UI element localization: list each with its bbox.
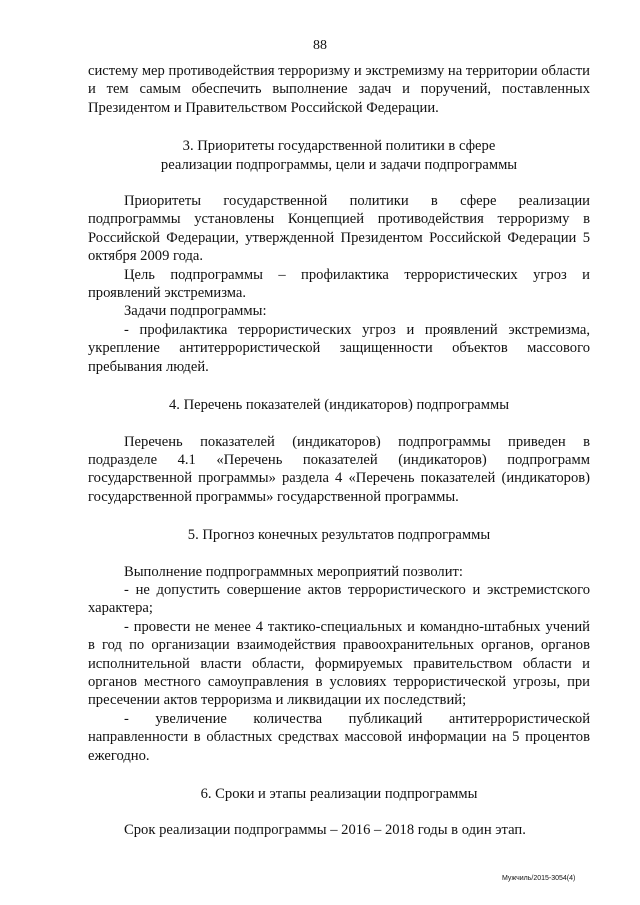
page-content [88, 62, 590, 840]
section-5-paragraph: Выполнение подпрограммных мероприятий позволит: [124, 563, 463, 580]
intro-paragraph: систему мер противодействия терроризму и экстремизму на территории области и тем самым обеспечить выполнение задач и поручений, поставленных Президентом и Правительством Российской Федерации. [88, 63, 590, 116]
section-3-title-line-2: реализации подпрограммы, цели и задачи подпрограммы [160, 156, 518, 173]
document-footer-code: Мужчиль/2015-3054(4) [502, 875, 576, 882]
section-3-paragraph: Приоритеты государственной политики в сфере реализации подпрограммы установлены Концепцией противодействия терроризму в Российской Федерации, утвержденной Президентом Российской Федерации 5 октября 2009 года. [88, 193, 590, 265]
section-3-paragraph: - профилактика террористических угроз и проявлений экстремизма, укрепление антитеррористической защищенности объектов массового пребывания людей. [88, 321, 590, 375]
section-6-paragraph: Срок реализации подпрограммы – 2016 – 2018 годы в один этап. [124, 822, 526, 839]
section-5-title: 5. Прогноз конечных результатов подпрограммы [187, 527, 491, 544]
section-3-paragraph: Задачи подпрограммы: [124, 303, 267, 320]
section-5-paragraph: - провести не менее 4 тактико-специальных и командно-штабных учений в год по организации взаимодействия правоохранительных органов, органов исполнительной власти области, формируемых правительством области и органов местного самоуправления в условиях террористической угрозы, при пресечении актов терроризма и ликвидации их последствий; [88, 618, 590, 709]
section-3-paragraph: Цель подпрограммы – профилактика террористических угроз и проявлений экстремизма. [88, 266, 590, 302]
page-number: 88 [313, 38, 327, 53]
section-4-title: 4. Перечень показателей (индикаторов) подпрограммы [168, 397, 510, 414]
section-5-paragraph: - не допустить совершение актов террористического и экстремистского характера; [88, 581, 590, 617]
section-4-paragraph: Перечень показателей (индикаторов) подпрограммы приведен в подразделе 4.1 «Перечень показателей (индикаторов) подпрограмм государственной программы» раздела 4 «Перечень показателей (индикаторов) государственной программы» государственной программы. [88, 433, 590, 505]
section-3-title-line-1: 3. Приоритеты государственной политики в сфере [182, 138, 496, 155]
section-6-title: 6. Сроки и этапы реализации подпрограммы [200, 786, 478, 802]
section-5-paragraph: - увеличение количества публикаций антитеррористической направленности в областных средствах массовой информации на 5 процентов ежегодно. [88, 710, 590, 764]
